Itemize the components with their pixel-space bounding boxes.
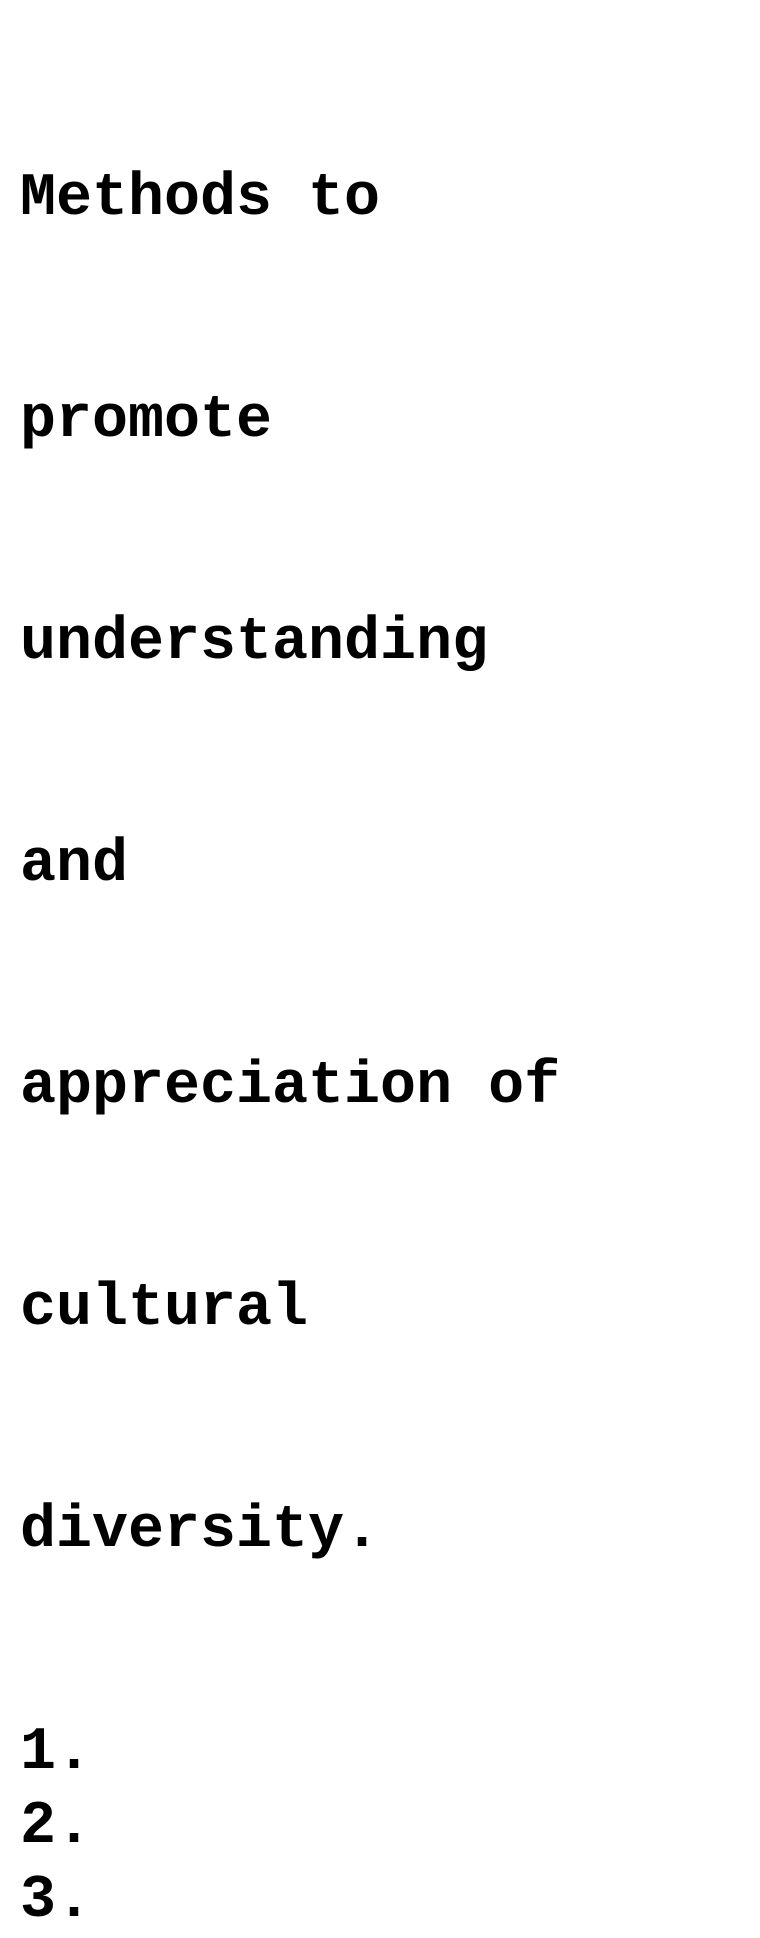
title-line: appreciation of xyxy=(20,1053,561,1121)
title-line: and xyxy=(20,831,129,899)
title-line: cultural xyxy=(20,1275,309,1343)
title-line: understanding xyxy=(20,609,489,677)
title-line: Methods to xyxy=(20,165,381,233)
list-item-2: 2. xyxy=(20,1793,93,1861)
title-line: promote xyxy=(20,387,273,455)
numbered-list xyxy=(20,1716,760,1938)
title-line: diversity. xyxy=(20,1497,381,1565)
list-item-3: 3. xyxy=(20,1867,93,1935)
list-item-1: 1. xyxy=(20,1719,93,1787)
document-title xyxy=(20,14,760,1716)
